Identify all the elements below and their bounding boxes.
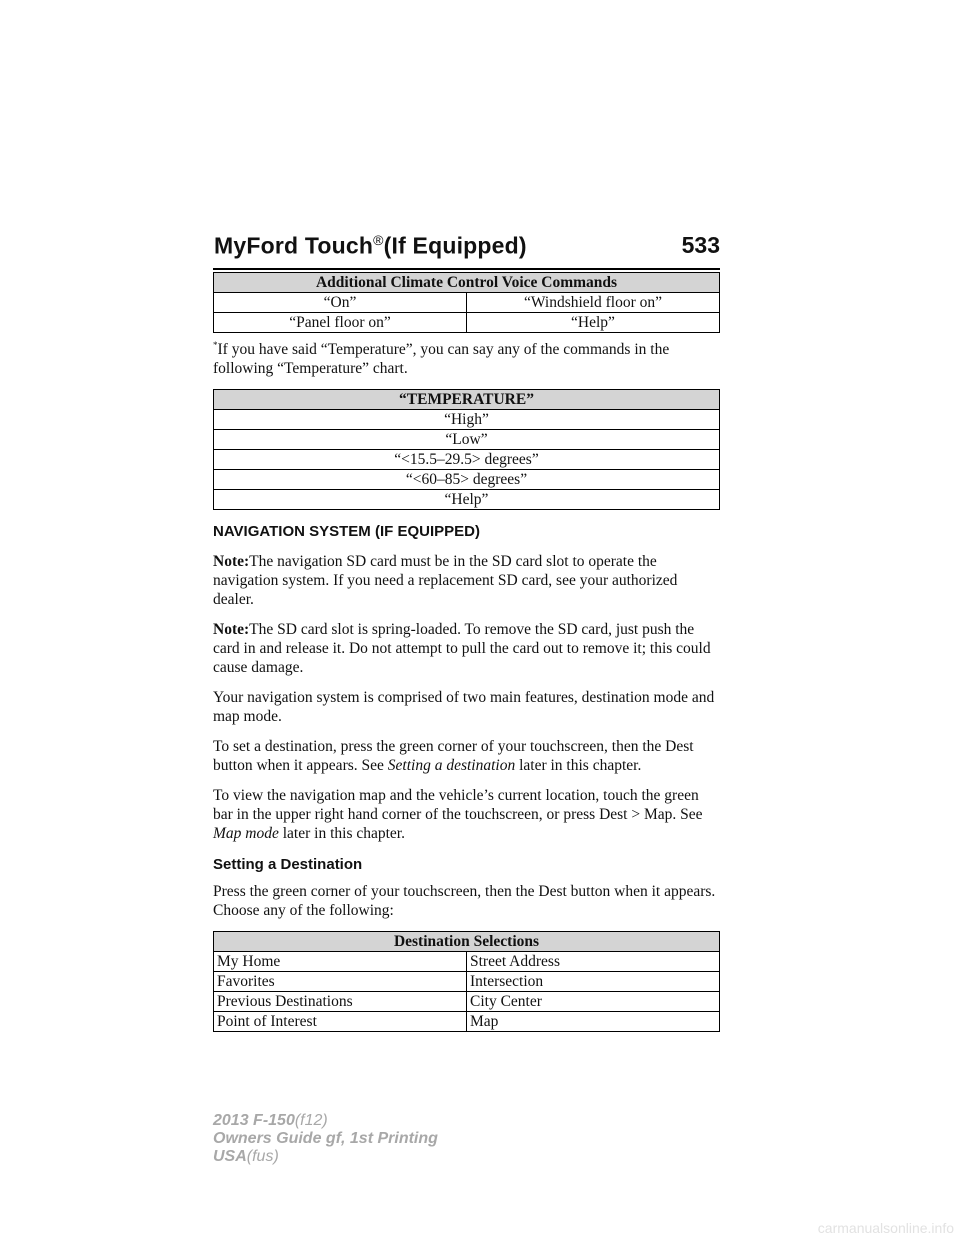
table-cell: “Windshield floor on” [467,293,720,313]
table-cell: “Help” [467,313,720,333]
table-row [214,490,720,510]
table-cell: “Panel floor on” [214,313,467,333]
paragraph-map-view: To view the navigation map and the vehicle’s current location, touch the green bar in the upper right hand corner of the touchscreen, or press Dest > Map. See Map mode later in this chapter. [213,787,703,842]
paragraph-features: Your navigation system is comprised of two main features, destination mode and map mode. [213,689,715,725]
table-row [214,992,720,1012]
table-cell: “Help” [214,490,720,510]
page-title: MyFord Touch®(If Equipped) [214,232,527,259]
table-row [214,313,720,333]
table-cell: My Home [214,952,467,972]
section-heading-destination: Setting a Destination [213,856,363,873]
table-cell: Street Address [467,952,720,972]
table-title: Destination Selections [214,932,720,952]
table-row [214,952,720,972]
table-cell: Previous Destinations [214,992,467,1012]
table-cell: Intersection [467,972,720,992]
page-content [213,272,720,1032]
table-row [214,1012,720,1032]
table-cell: “<15.5–29.5> degrees” [214,450,720,470]
page-header [213,228,720,270]
paragraph-destination-intro: Press the green corner of your touchscreen, then the Dest button when it appears. Choose any of the following: [213,883,716,919]
cross-reference: Setting a destination [387,757,516,774]
note-spring-loaded: Note:The SD card slot is spring-loaded. To remove the SD card, just push the card in and release it. Do not attempt to pull the card out to remove it; this could cause damage. [213,621,711,676]
page-number: 533 [681,232,720,258]
table-cell: Point of Interest [214,1012,467,1032]
destination-selections-table [213,931,720,1032]
registered-mark: ® [373,232,384,248]
table-title: “TEMPERATURE” [214,390,720,410]
table-row [214,430,720,450]
note-sd-card: Note:The navigation SD card must be in the SD card slot to operate the navigation system. If you need a replacement SD card, see your authorized dealer. [213,553,678,608]
table-row [214,972,720,992]
cross-reference: Map mode [213,825,279,842]
table-cell: “<60–85> degrees” [214,470,720,490]
table-row [214,470,720,490]
climate-footnote: *If you have said “Temperature”, you can say any of the commands in the following “Temperature” chart. [213,340,670,377]
climate-commands-table [213,272,720,333]
print-footer: 2013 F-150(f12) Owners Guide gf, 1st Printing USA(fus) [213,1112,438,1165]
section-heading-navigation: NAVIGATION SYSTEM (IF EQUIPPED) [213,523,480,540]
temperature-table [213,389,720,510]
table-title: Additional Climate Control Voice Commands [214,273,720,293]
table-row [214,293,720,313]
table-cell: “Low” [214,430,720,450]
table-cell: “On” [214,293,467,313]
table-cell: City Center [467,992,720,1012]
table-cell: Favorites [214,972,467,992]
watermark: carmanualsonline.info [817,1220,954,1236]
table-row [214,410,720,430]
paragraph-set-destination: To set a destination, press the green corner of your touchscreen, then the Dest button when it appears. See Setting a destination later in this chapter. [213,738,694,774]
table-cell: “High” [214,410,720,430]
table-row [214,450,720,470]
table-cell: Map [467,1012,720,1032]
